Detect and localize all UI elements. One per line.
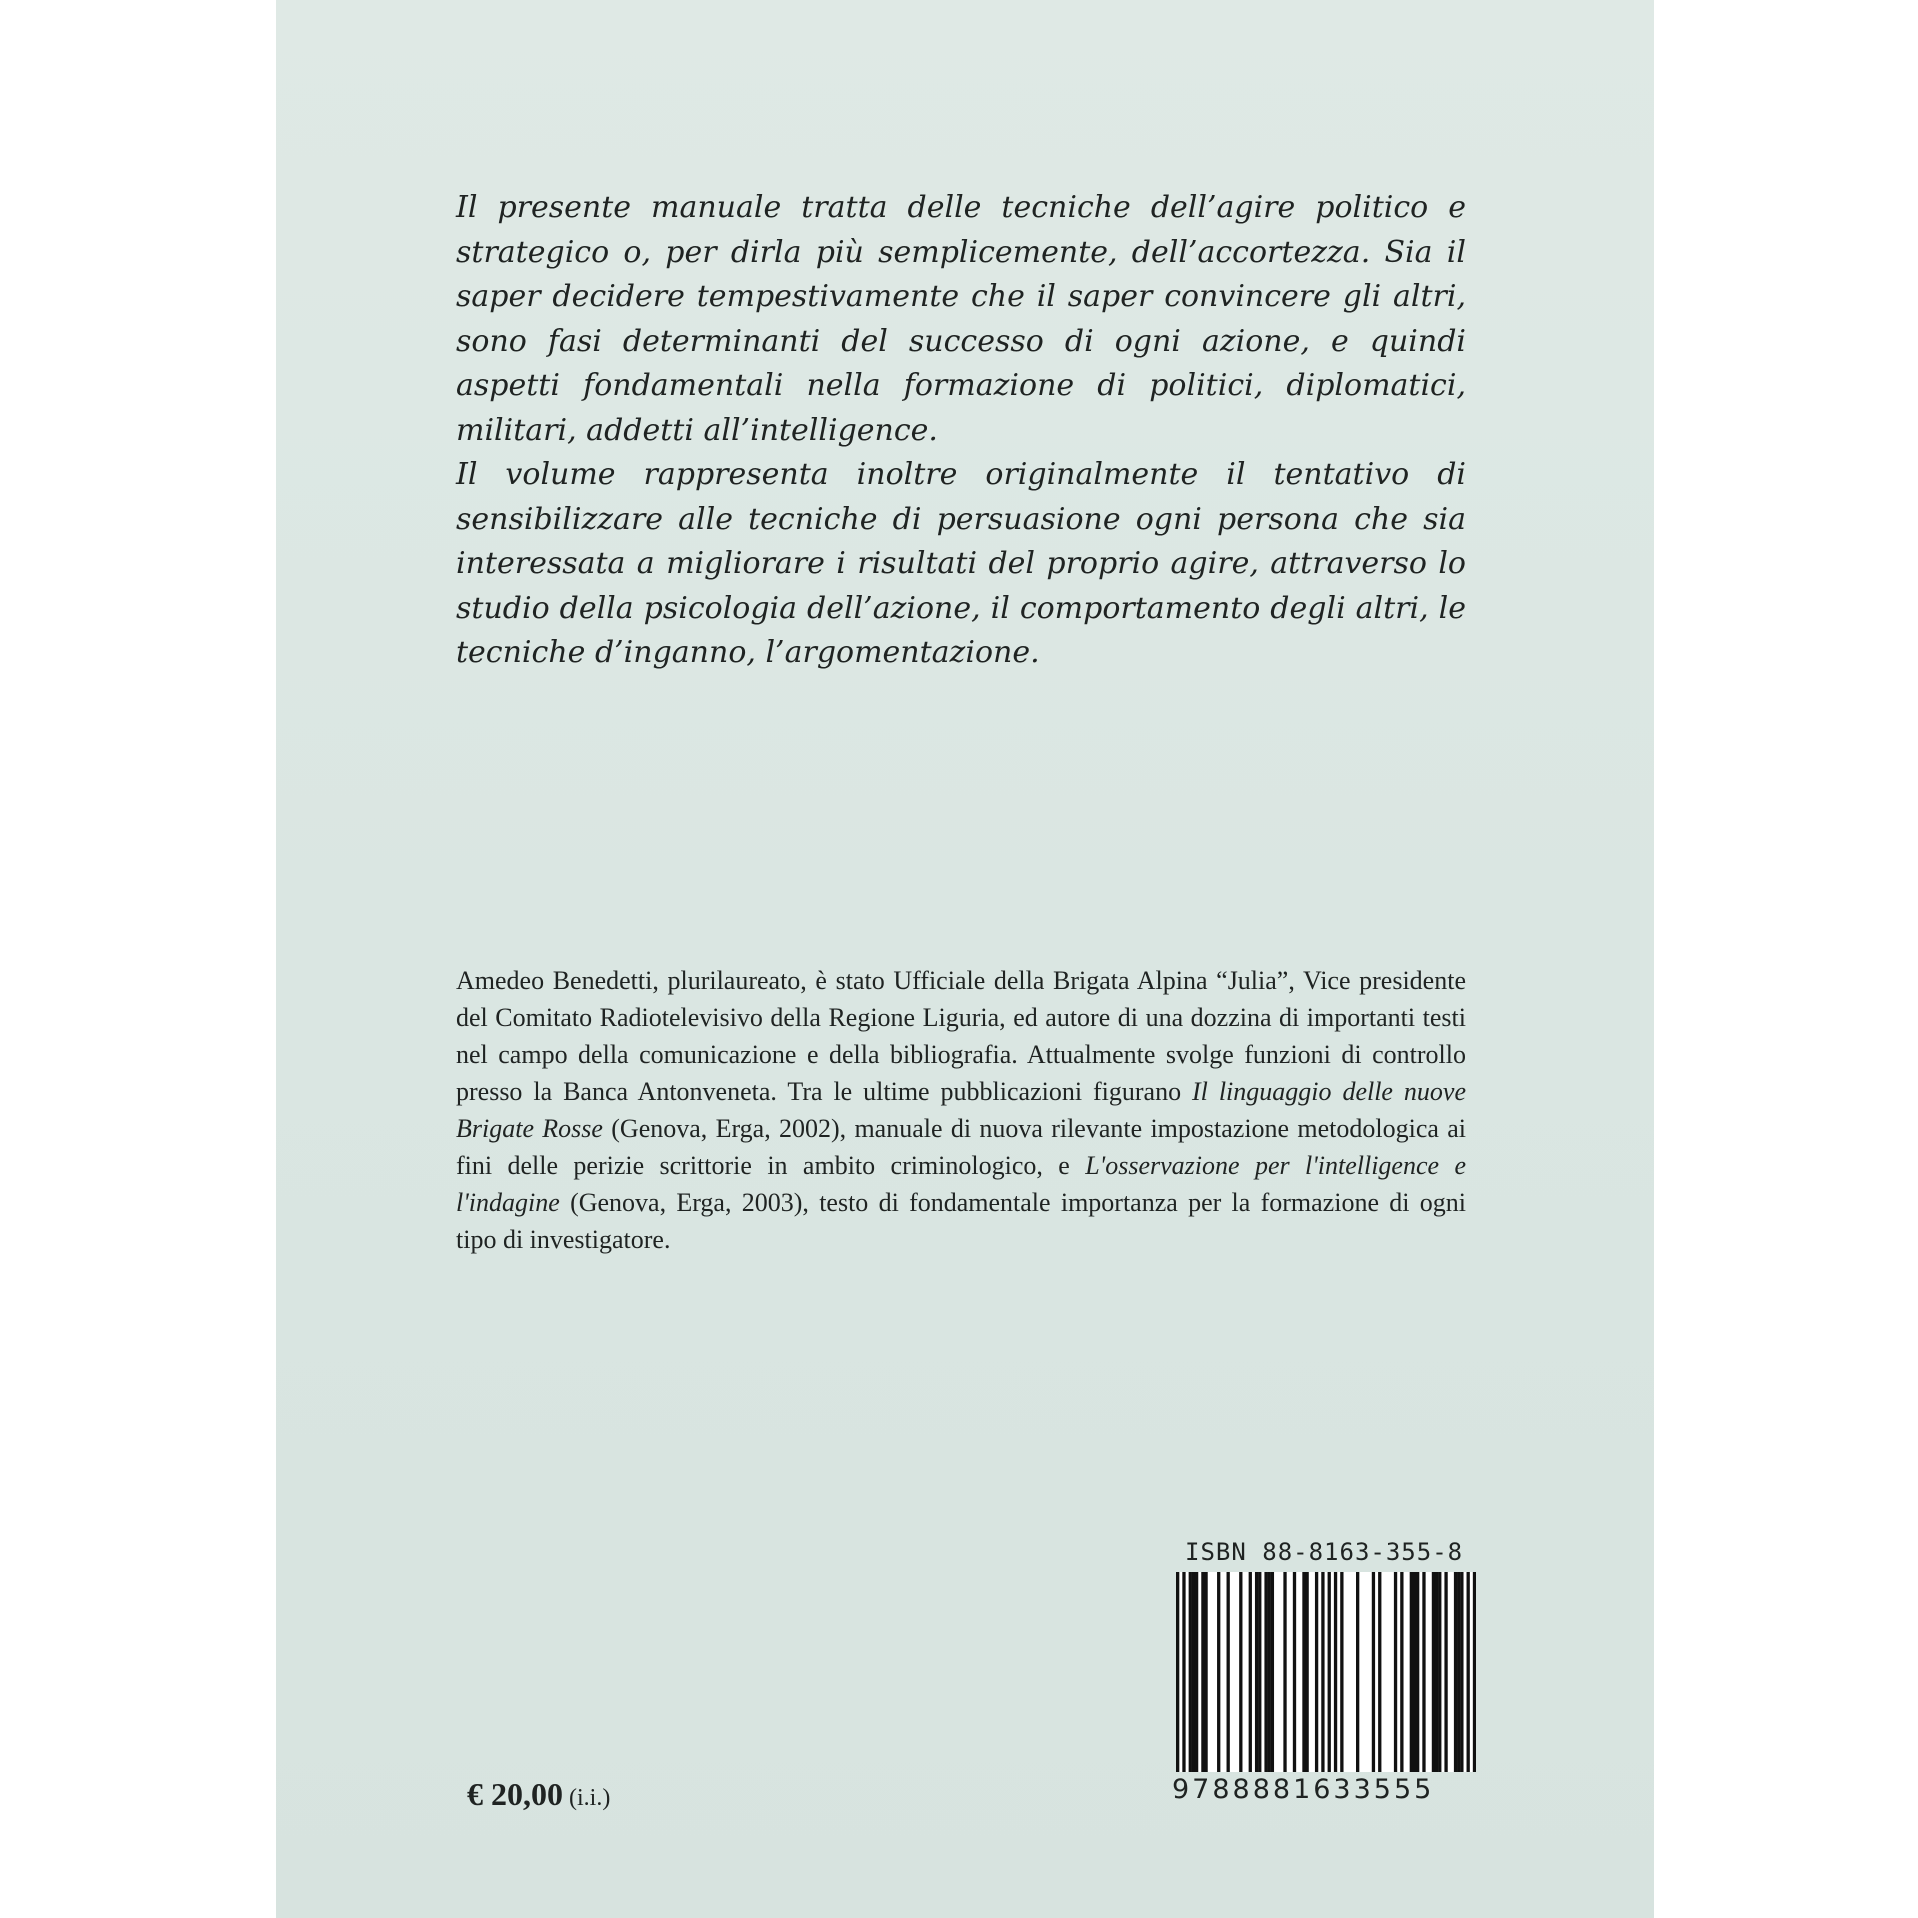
barcode-bar	[1258, 1572, 1261, 1772]
barcode-bar	[1438, 1572, 1441, 1772]
barcode-bar	[1467, 1572, 1470, 1772]
barcode-bar	[1227, 1572, 1230, 1772]
barcode-bar	[1283, 1572, 1286, 1772]
barcode-bar	[1176, 1572, 1179, 1772]
price	[467, 1776, 610, 1813]
barcode-bar	[1201, 1572, 1204, 1772]
barcode-bar	[1305, 1572, 1308, 1772]
barcode-bar	[1192, 1572, 1195, 1772]
blurb-paragraph: Il presente manuale tratta delle tecniche dell’agire politico e strategico o, per dirla più semplicemente, dell’accortezza. Sia il saper decidere tempestivamente che il saper convincere gli altri, sono fasi determinanti del successo di ogni azione, e quindi aspetti fondamentali nella formazione di politici, diplomatici, militari, addetti all’intelligence.	[456, 190, 1466, 448]
barcode-bar	[1410, 1572, 1413, 1772]
price-amount: € 20,00	[467, 1776, 563, 1812]
book-title: Il linguaggio delle nuove Brigate Rosse	[456, 1077, 1466, 1143]
barcode-bar	[1328, 1572, 1331, 1772]
barcode-bar	[1413, 1572, 1416, 1772]
barcode-bar	[1435, 1572, 1438, 1772]
barcode-bar	[1293, 1572, 1296, 1772]
barcode-bar	[1473, 1572, 1476, 1772]
barcode-bar	[1444, 1572, 1447, 1772]
barcode	[1176, 1572, 1476, 1772]
barcode-bar	[1422, 1572, 1425, 1772]
barcode-bar	[1340, 1572, 1343, 1772]
barcode-bar	[1182, 1572, 1185, 1772]
barcode-bar	[1454, 1572, 1457, 1772]
barcode-bar	[1264, 1572, 1267, 1772]
barcode-digits: 9788881633555	[1172, 1774, 1435, 1805]
isbn-label: ISBN 88-8163-355-8	[1185, 1538, 1464, 1566]
barcode-bar	[1204, 1572, 1207, 1772]
book-title: L'osservazione per l'intelligence e l'indagine	[456, 1151, 1466, 1217]
barcode-bar	[1189, 1572, 1192, 1772]
barcode-bar	[1394, 1572, 1397, 1772]
barcode-bar	[1249, 1572, 1252, 1772]
barcode-bar	[1400, 1572, 1403, 1772]
barcode-bar	[1321, 1572, 1324, 1772]
author-bio	[456, 962, 1466, 1258]
barcode-bar	[1302, 1572, 1305, 1772]
barcode-bar	[1268, 1572, 1271, 1772]
barcode-bar	[1372, 1572, 1375, 1772]
bio-text: Amedeo Benedetti, plurilaureato, è stato Ufficiale della Brigata Alpina “Julia”, Vice presidente del Comitato Radiotelevisivo della Regione Liguria, ed autore di una dozzina di importanti testi nel campo della comunicazione e della bibliografia. Attualmente svolge funzioni di controllo presso la Banca Antonveneta. Tra le ultime pubblicazioni figurano	[456, 966, 1466, 1106]
bio-text: (Genova, Erga, 2003), testo di fondamentale importanza per la formazione di ogni tipo di investigatore.	[456, 1188, 1466, 1254]
barcode-bar	[1416, 1572, 1419, 1772]
barcode-bar	[1195, 1572, 1198, 1772]
barcode-bar	[1432, 1572, 1435, 1772]
book-blurb	[456, 186, 1466, 676]
barcode-bar	[1378, 1572, 1381, 1772]
barcode-bar	[1255, 1572, 1258, 1772]
barcode-bar	[1457, 1572, 1460, 1772]
barcode-bar	[1460, 1572, 1463, 1772]
blurb-paragraph: Il volume rappresenta inoltre originalmente il tentativo di sensibilizzare alle tecniche di persuasione ogni persona che sia interessata a migliorare i risultati del proprio agire, attraverso lo studio della psicologia dell’azione, il comportamento degli altri, le tecniche d’inganno, l’argomentazione.	[456, 457, 1466, 670]
barcode-bar	[1334, 1572, 1337, 1772]
barcode-bar	[1271, 1572, 1274, 1772]
barcode-bar	[1217, 1572, 1220, 1772]
bio-text: (Genova, Erga, 2002), manuale di nuova rilevante impostazione metodologica ai fini delle perizie scrittorie in ambito criminologico, e	[456, 1114, 1466, 1180]
barcode-bar	[1239, 1572, 1242, 1772]
barcode-bar	[1315, 1572, 1318, 1772]
back-cover	[276, 0, 1654, 1918]
price-note: (i.i.)	[569, 1785, 611, 1811]
barcode-bar	[1356, 1572, 1359, 1772]
